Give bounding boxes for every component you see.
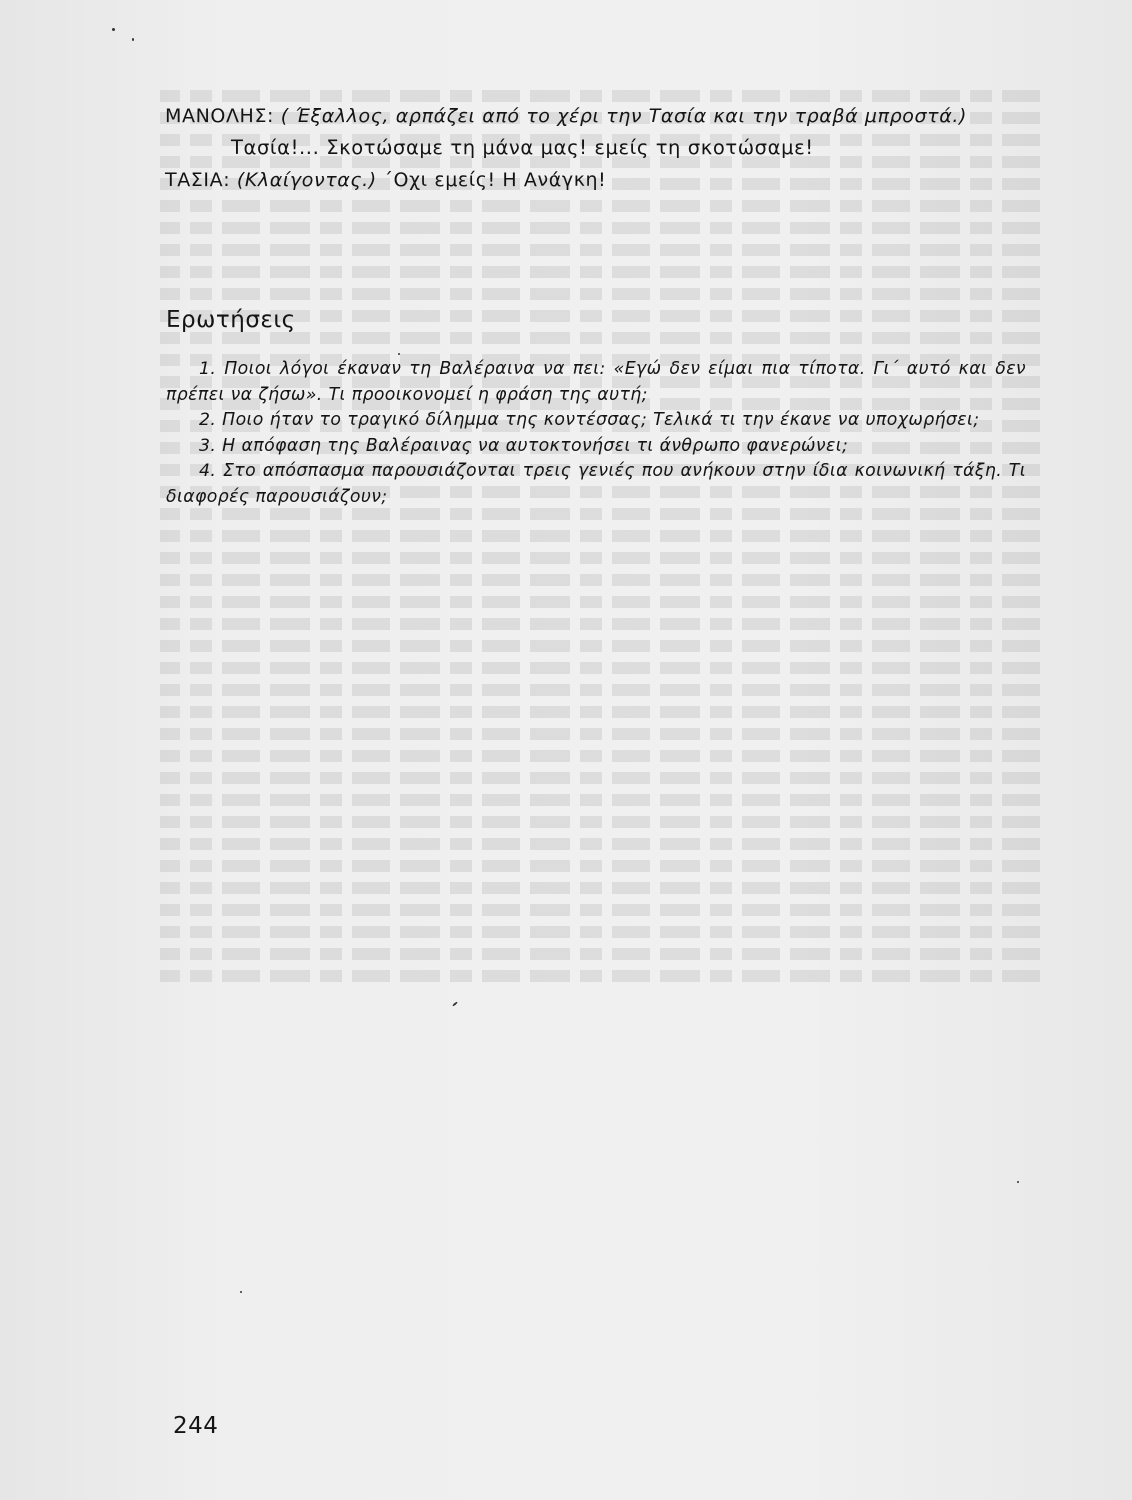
page-number: 244 xyxy=(173,1413,219,1439)
speaker-name: ΤΑΣΙΑ: xyxy=(165,169,231,191)
question-item: 2. Ποιο ήταν το τραγικό δίλημμα της κοντέσσας; Τελικά τι την έκανε να υποχωρήσει; xyxy=(199,410,980,430)
stage-direction: (Κλαίγοντας.) xyxy=(236,169,377,191)
dialog-line-manolis xyxy=(165,100,1045,132)
dialog-excerpt xyxy=(165,100,1045,196)
questions-list xyxy=(166,357,1026,510)
stage-direction: ( Έξαλλος, αρπάζει από το χέρι την Τασία και την τραβά μπροστά.) xyxy=(280,105,967,127)
speaker-name: ΜΑΝΟΛΗΣ: xyxy=(165,105,275,127)
dialog-line-continued: Τασία!... Σκοτώσαμε τη μάνα μας! εμείς τη σκοτώσαμε! xyxy=(231,136,814,159)
dialog-text: ΄Οχι εμείς! Η Ανάγκη! xyxy=(383,169,607,191)
question-item: 4. Στο απόσπασμα παρουσιάζονται τρεις γενιές που ανήκουν στην ίδια κοινωνική τάξη. Τι διαφορές παρουσιάζουν; xyxy=(166,461,1026,507)
dialog-line-tasia xyxy=(165,164,1045,196)
question-item: 3. Η απόφαση της Βαλέραινας να αυτοκτονήσει τι άνθρωπο φανερώνει; xyxy=(199,435,849,456)
question-item: 1. Ποιοι λόγοι έκαναν τη Βαλέραινα να πει: «Εγώ δεν είμαι πια τίποτα. Γι΄ αυτό και δεν πρέπει να ζήσω». Τι προοικονομεί η φράση της αυτή; xyxy=(166,359,1026,405)
bleed-through-texture xyxy=(160,80,1040,1440)
section-title: Ερωτήσεις xyxy=(166,307,296,333)
